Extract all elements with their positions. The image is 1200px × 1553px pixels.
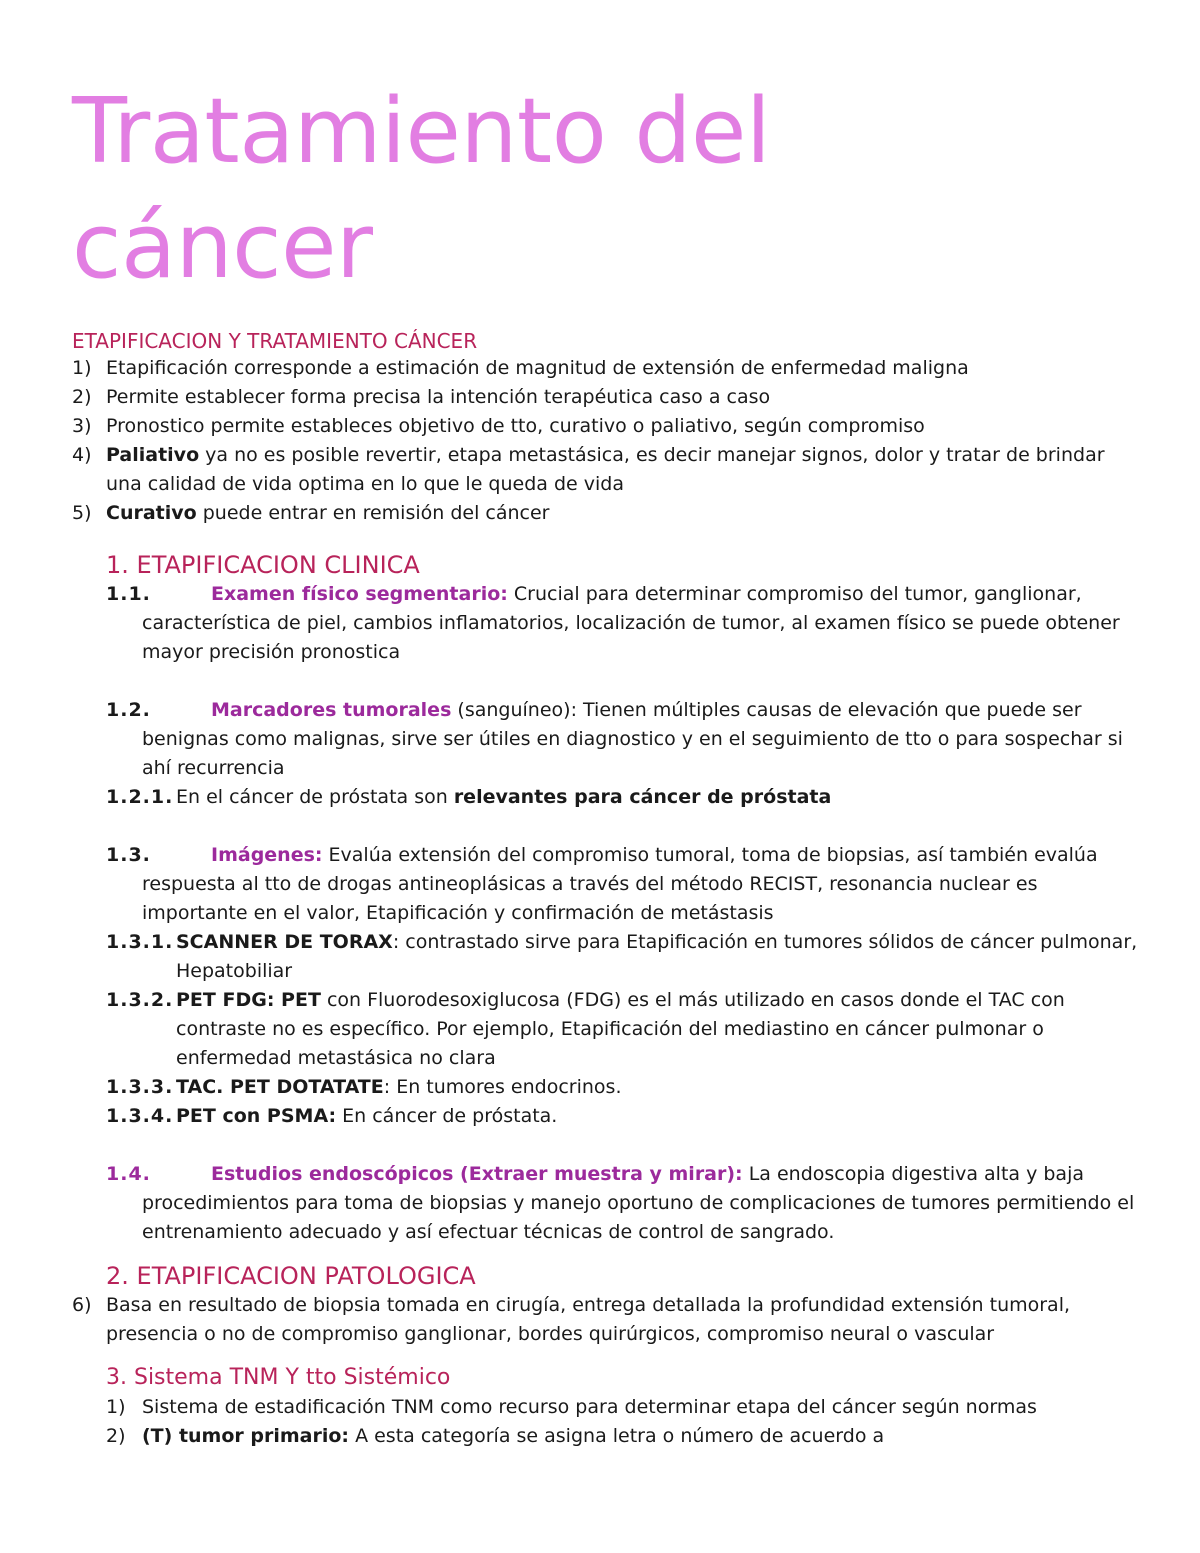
heading-etapificacion-clinica: 1. ETAPIFICACION CLINICA [106,551,420,579]
document-page [72,74,1142,1451]
section-heading-etapificacion: ETAPIFICACION Y TRATAMIENTO CÁNCER [72,329,478,353]
heading-sistema-tnm: 3. Sistema TNM Y tto Sistémico [106,1365,451,1390]
list-item: 3) Pronostico permite estableces objetivo de tto, curativo o paliativo, según compromiso [72,415,925,437]
list-item: 1) Etapificación corresponde a estimación de magnitud de extensión de enfermedad maligna [72,357,969,379]
list-item: 6) Basa en resultado de biopsia tomada en cirugía, entrega detallada la profundidad extensión tumoral, presencia o no de compromiso ganglionar, bordes quirúrgicos, compromiso neural o vascular [72,1294,1071,1345]
subsection-1-3-1: 1.3.1. SCANNER DE TORAX: contrastado sirve para Etapificación en tumores sólidos de cáncer pulmonar, Hepatobiliar [106,931,1138,982]
list-item: 2) (T) tumor primario: A esta categoría se asigna letra o número de acuerdo a [106,1425,885,1447]
list-item: 4) Paliativo ya no es posible revertir, etapa metastásica, es decir manejar signos, dolor y tratar de brindar una calidad de vida optima en lo que le queda de vida [72,444,1105,495]
subsection-1-2-1: 1.2.1. En el cáncer de próstata son relevantes para cáncer de próstata [106,786,832,808]
title-line-2: cáncer [72,194,373,299]
document-title [72,74,1142,304]
subsection-1-3-3: 1.3.3. TAC. PET DOTATATE: En tumores endocrinos. [106,1076,622,1098]
list-item: 1) Sistema de estadificación TNM como recurso para determinar etapa del cáncer según normas [106,1396,1037,1418]
list-item: 5) Curativo puede entrar en remisión del cáncer [72,502,550,524]
subsection-1-4: 1.4. Estudios endoscópicos (Extraer muestra y mirar): La endoscopia digestiva alta y baja procedimientos para toma de biopsias y manejo oportuno de complicaciones de tumores permitiendo el entrenamiento adecuado y así efectuar técnicas de control de sangrado. [106,1163,1135,1243]
subsection-1-3: 1.3. Imágenes: Evalúa extensión del compromiso tumoral, toma de biopsias, así también evalúa respuesta al tto de drogas antineoplásicas a través del método RECIST, resonancia nuclear es importante en el valor, Etapificación y confirmación de metástasis [106,844,1098,924]
subsection-1-2: 1.2. Marcadores tumorales (sanguíneo): Tienen múltiples causas de elevación que puede ser benignas como malignas, sirve ser útiles en diagnostico y en el seguimiento de tto o para sospechar si ahí recurrencia [106,699,1123,779]
subsection-1-3-4: 1.3.4. PET con PSMA: En cáncer de próstata. [106,1105,558,1127]
subsection-1-3-2: 1.3.2. PET FDG: PET con Fluorodesoxiglucosa (FDG) es el más utilizado en casos donde el TAC con contraste no es específico. Por ejemplo, Etapificación del mediastino en cáncer pulmonar o enfermedad metastásica no clara [106,989,1065,1069]
title-line-1: Tratamiento del [72,79,771,184]
subsection-1-1: 1.1. Examen físico segmentario: Crucial para determinar compromiso del tumor, ganglionar, característica de piel, cambios inflamatorios, localización de tumor, al examen físico se puede obtener mayor precisión pronostica [106,583,1120,663]
list-item: 2) Permite establecer forma precisa la intención terapéutica caso a caso [72,386,771,408]
heading-etapificacion-patologica: 2. ETAPIFICACION PATOLOGICA [106,1262,476,1290]
